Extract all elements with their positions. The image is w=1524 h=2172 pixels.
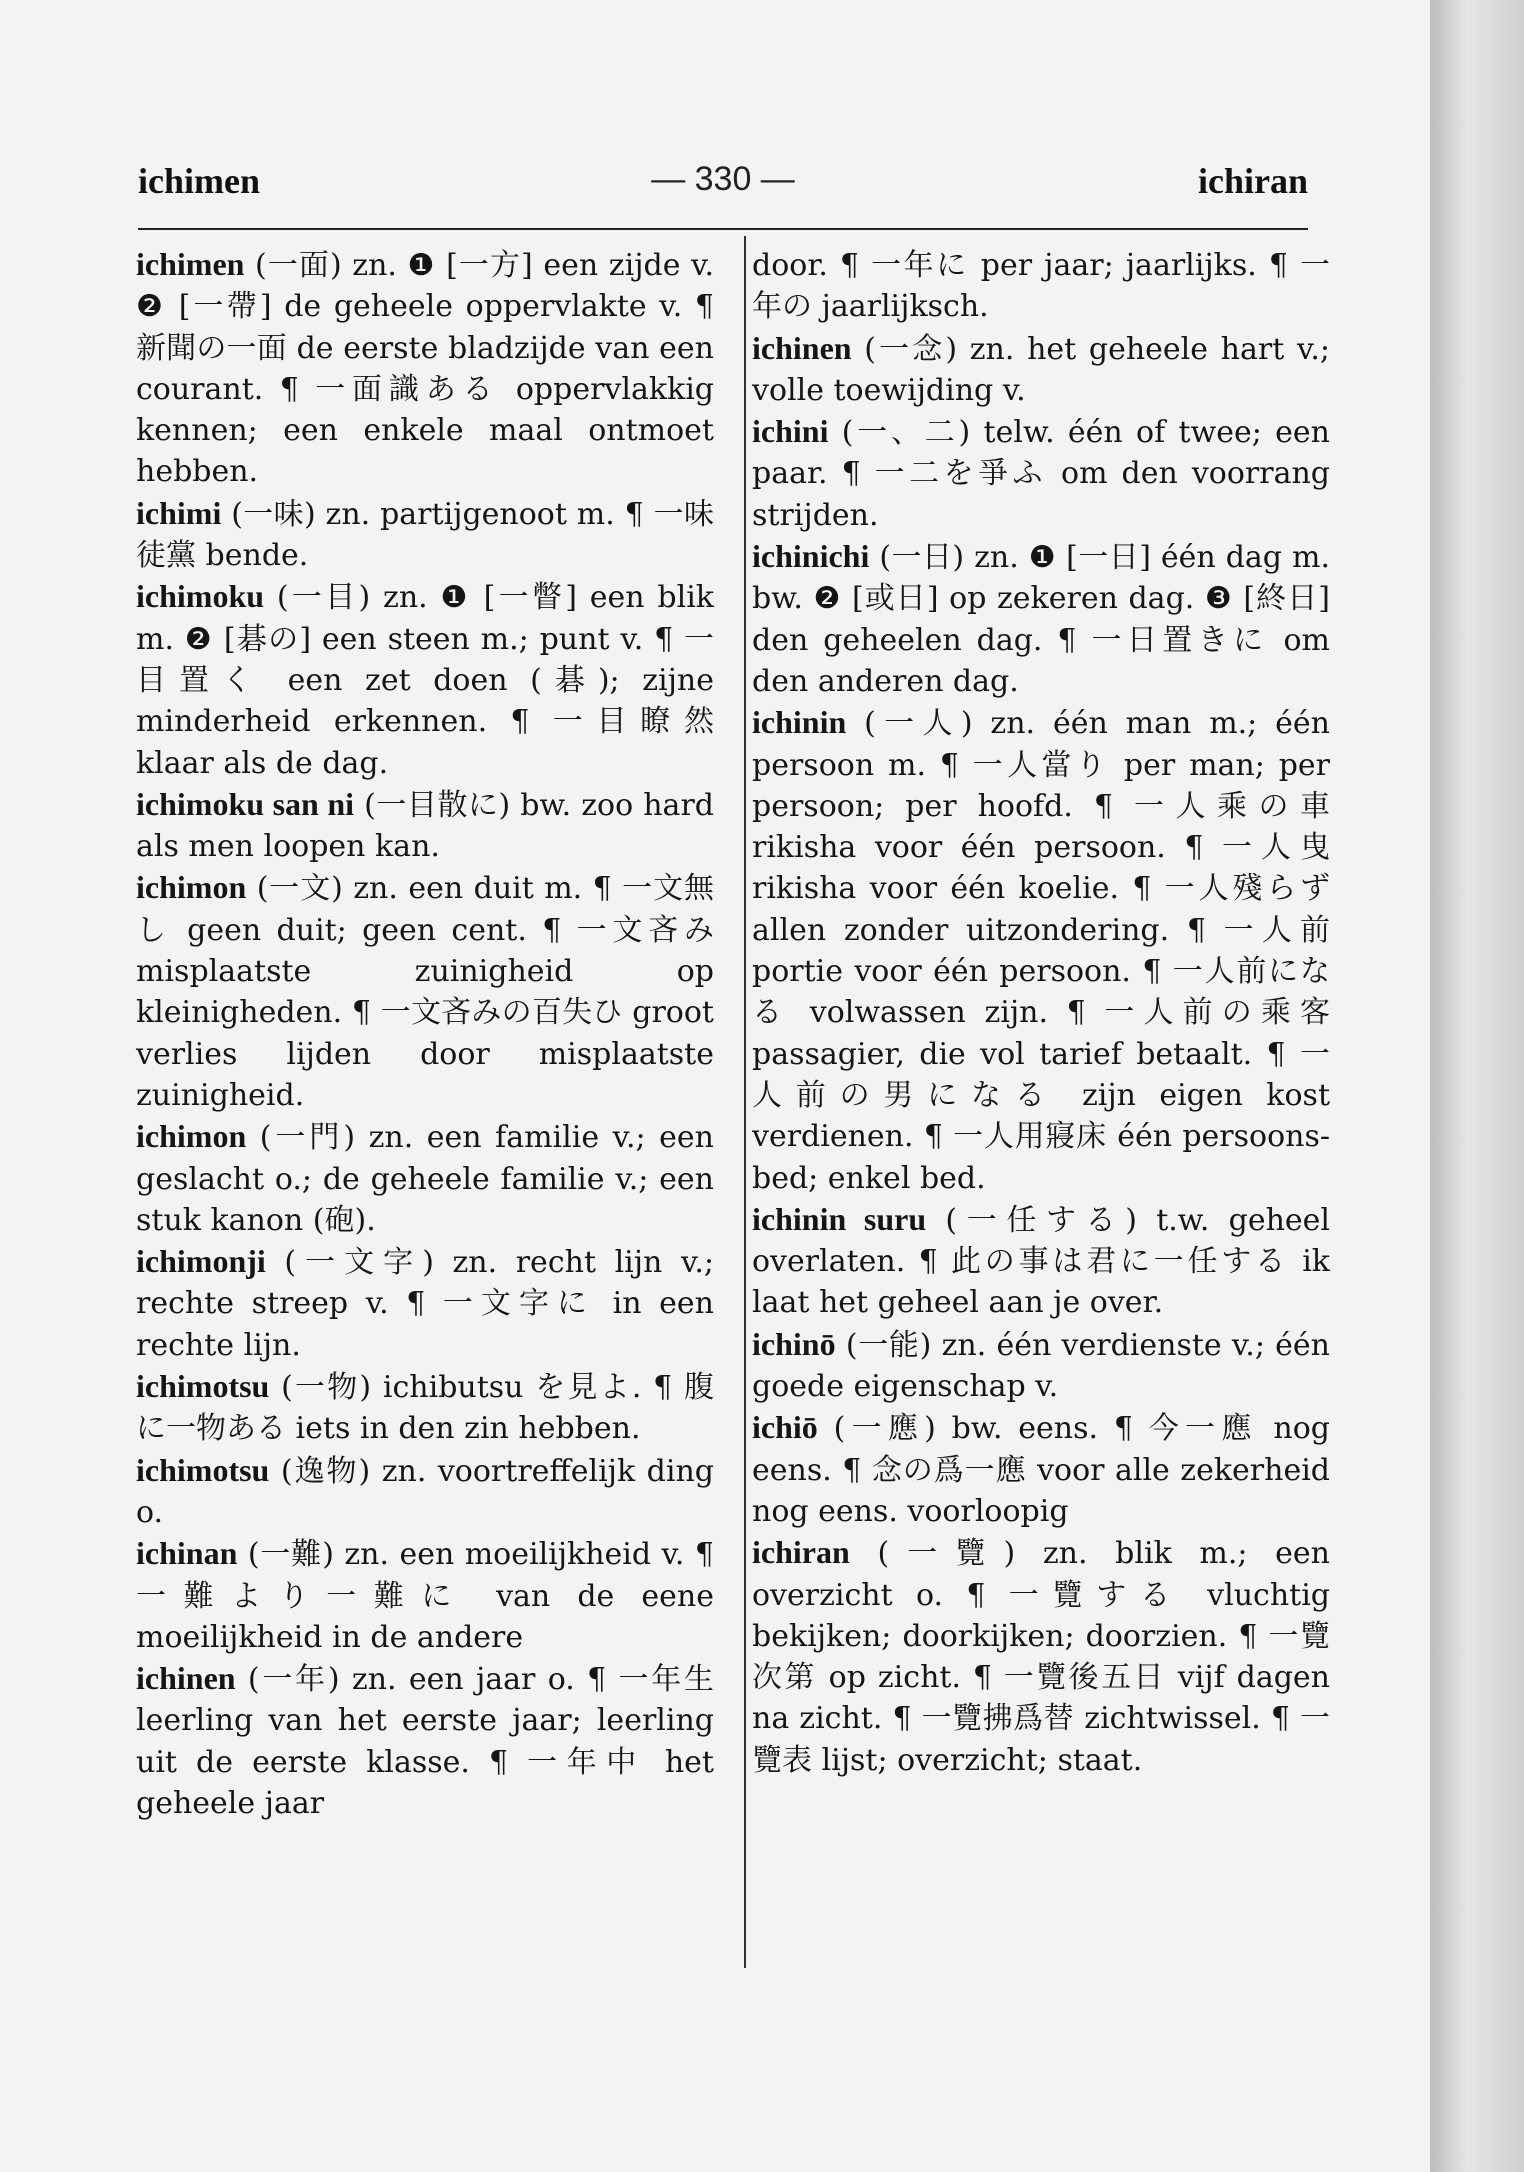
entry-text: (一門) zn. een familie v.; een geslacht o.; de geheele familie v.; een stuk kanon (砲). xyxy=(136,1120,714,1238)
entry-text: (一難) zn. een moeilijkheid v. ¶ 一難より一難に van de eene moeilijkheid in de andere xyxy=(136,1537,714,1655)
entry-headword: ichimoku san ni xyxy=(136,785,355,822)
column-divider xyxy=(744,236,746,1968)
entry-text: (一、二) telw. één of twee; een paar. ¶ 一二を爭ふ om den voorrang strijden. xyxy=(752,415,1330,533)
entry-headword: ichimi xyxy=(136,494,222,531)
header-right-word: ichiran xyxy=(1197,161,1308,201)
dictionary-entry xyxy=(752,1407,1330,1532)
dictionary-entry xyxy=(752,328,1330,412)
entry-text: (一應) bw. eens. ¶ 今一應 nog eens. ¶ 念の爲一應 voor alle zekerheid nog eens. voorloopig xyxy=(752,1411,1330,1529)
entry-headword: ichiran xyxy=(752,1534,850,1571)
dictionary-entry xyxy=(136,576,714,783)
dictionary-entry xyxy=(136,784,714,868)
entry-text: door. ¶ 一年に per jaar; jaarlijks. ¶ 一年の jaarlijksch. xyxy=(752,248,1330,325)
dictionary-entry xyxy=(136,493,714,577)
page-number: — 330 — xyxy=(651,160,795,198)
dictionary-entry xyxy=(752,1324,1330,1408)
entry-text: (一面) zn. ❶ [一方] een zijde v. ❷ [一帶] de geheele oppervlakte v. ¶ 新聞の一面 de eerste bladzijde van een courant. ¶ 一面識ある oppervlakkig kennen; een enkele maal ontmoet hebben. xyxy=(136,248,714,490)
entry-text: (一文字) zn. recht lijn v.; rechte streep v. ¶ 一文字に in een rechte lijn. xyxy=(136,1245,714,1363)
dictionary-entry xyxy=(136,1241,714,1366)
entry-headword: ichinen xyxy=(752,329,852,366)
entry-headword: ichiō xyxy=(752,1409,818,1446)
left-column xyxy=(136,244,714,1824)
entry-text: (一覽) zn. blik m.; een overzicht o. ¶ 一覽する vluchtig bekijken; doorkijken; doorzien. ¶ 一覽次第 op zicht. ¶ 一覽後五日 vijf dagen na zicht. ¶ 一覽拂爲替 zichtwissel. ¶ 一覽表 lijst; overzicht; staat. xyxy=(752,1536,1330,1778)
entry-text: (一能) zn. één verdienste v.; één goede eigenschap v. xyxy=(752,1327,1330,1405)
entry-headword: ichimotsu xyxy=(136,1451,270,1488)
entry-text: (一味) zn. partijgenoot m. ¶ 一味徒黨 bende. xyxy=(136,496,714,574)
dictionary-entry xyxy=(136,244,714,493)
header-rule xyxy=(138,228,1308,230)
dictionary-entry xyxy=(752,244,1330,328)
entry-text: (一任する) t.w. geheel overlaten. ¶ 此の事は君に一任する ik laat het geheel aan je over. xyxy=(752,1202,1331,1321)
dictionary-entry xyxy=(752,1199,1330,1324)
dictionary-entry xyxy=(136,867,714,1116)
right-column xyxy=(752,244,1330,1781)
entry-headword: ichimoku xyxy=(136,578,265,615)
dictionary-entry xyxy=(752,536,1330,702)
dictionary-entry xyxy=(752,702,1330,1199)
dictionary-entry xyxy=(136,1533,714,1658)
page-header xyxy=(138,160,1308,216)
dictionary-entry xyxy=(136,1450,714,1534)
dictionary-entry xyxy=(752,411,1330,536)
entry-text: (一念) zn. het geheele hart v.; volle toewijding v. xyxy=(752,331,1330,408)
entry-text: (一目散に) bw. zoo hard als men loopen kan. xyxy=(136,787,714,865)
entry-headword: ichinin suru xyxy=(752,1200,927,1237)
entry-text: (逸物) zn. voortreffelijk ding o. xyxy=(136,1453,714,1530)
entry-text: (一物) ichibutsu を見よ. ¶ 腹に一物ある iets in den zin hebben. xyxy=(136,1370,714,1447)
entry-headword: ichini xyxy=(752,413,829,450)
dictionary-entry xyxy=(136,1366,714,1450)
entry-text: (一人) zn. één man m.; één persoon m. ¶ 一人當り per man; per persoon; per hoofd. ¶ 一人乘の車 rikisha voor één persoon. ¶ 一人曳 rikisha voor één koelie. ¶ 一人殘らず allen zonder uitzondering. ¶ 一人前 portie voor één persoon. ¶ 一人前になる volwassen zijn. ¶ 一人前の乘客 passagier, die vol tarief betaalt. ¶ 一人前の男になる zijn eigen kost verdienen. ¶ 一人用寢床 één persoons-bed; enkel bed. xyxy=(752,706,1330,1196)
entry-headword: ichimonji xyxy=(136,1243,266,1280)
entry-headword: ichimotsu xyxy=(136,1368,270,1405)
dictionary-entry xyxy=(752,1532,1330,1781)
entry-text: (一目) zn. ❶ [一瞥] een blik m. ❷ [碁の] een steen m.; punt v. ¶ 一目置く een zet doen (碁); zijne minderheid erkennen. ¶ 一目瞭然 klaar als de dag. xyxy=(136,580,714,781)
dictionary-entry xyxy=(136,1116,714,1241)
entry-text: (一文) zn. een duit m. ¶ 一文無し geen duit; geen cent. ¶ 一文吝み misplaatste zuinigheid op kleinigheden. ¶ 一文吝みの百失ひ groot verlies lijden door misplaatste zuinigheid. xyxy=(136,871,714,1113)
entry-text: (一日) zn. ❶ [一日] één dag m. bw. ❷ [或日] op zekeren dag. ❸ [終日] den geheelen dag. ¶ 一日置きに om den anderen dag. xyxy=(752,540,1330,699)
header-left-word: ichimen xyxy=(138,161,260,201)
page-edge xyxy=(1430,0,1524,2172)
entry-headword: ichinen xyxy=(136,1660,236,1697)
entry-text: (一年) zn. een jaar o. ¶ 一年生 leerling van het eerste jaar; leerling uit de eerste klasse. ¶ 一年中 het geheele jaar xyxy=(136,1662,714,1821)
entry-headword: ichimen xyxy=(136,246,245,282)
dictionary-entry xyxy=(136,1658,714,1824)
entry-headword: ichinin xyxy=(752,704,847,741)
entry-headword: ichimon xyxy=(136,1118,247,1155)
entry-headword: ichinan xyxy=(136,1535,238,1572)
entry-headword: ichinichi xyxy=(752,538,870,575)
entry-headword: ichimon xyxy=(136,869,247,906)
entry-headword: ichinō xyxy=(752,1325,836,1362)
